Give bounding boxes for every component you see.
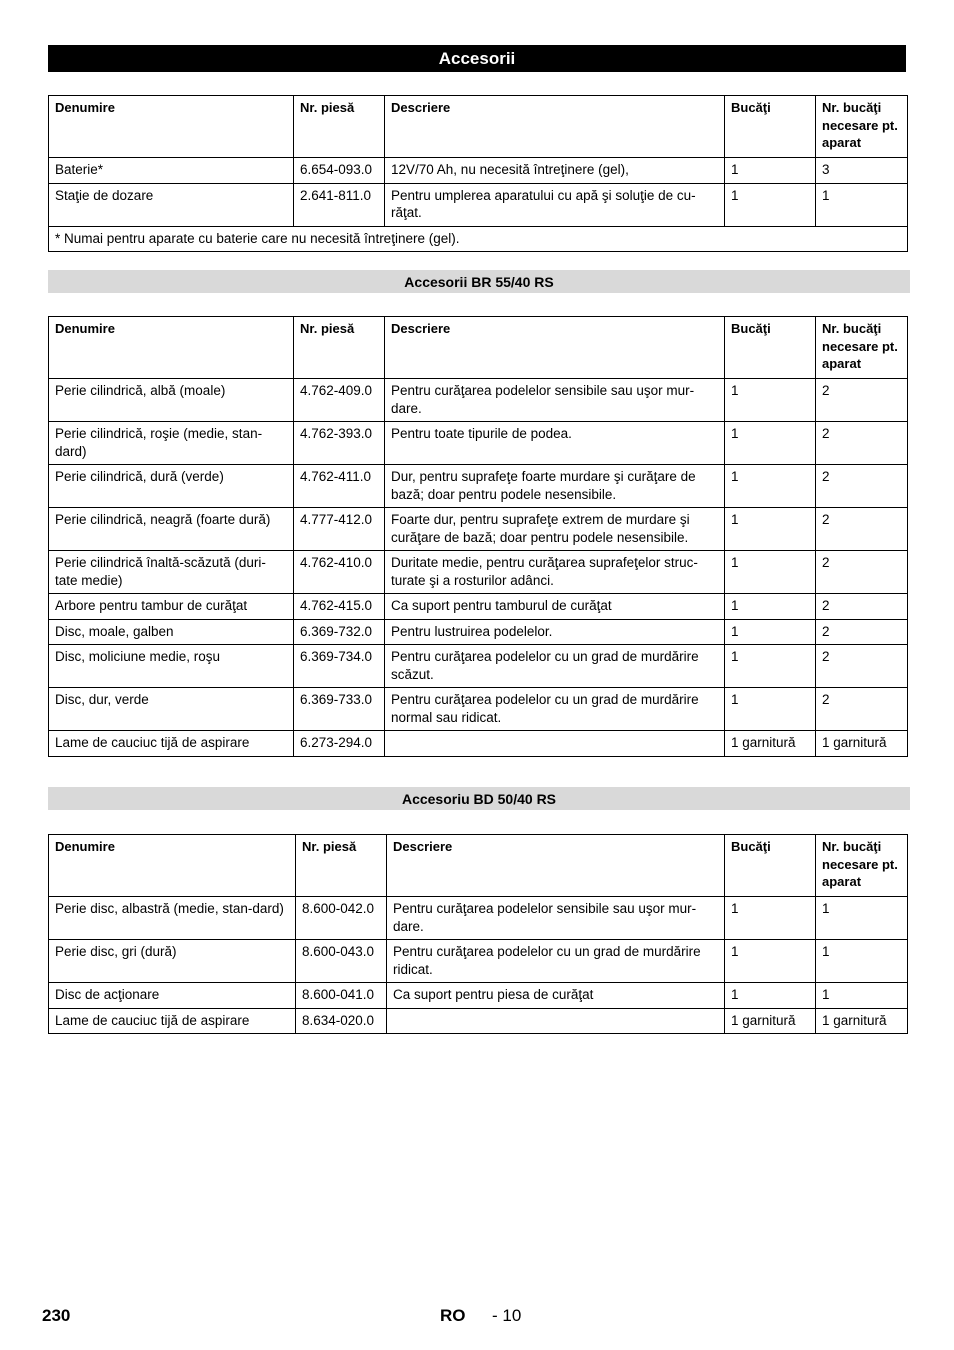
cell-req: 2 [816, 688, 908, 731]
cell-name: Disc, moliciune medie, roşu [49, 645, 294, 688]
cell-qty: 1 [725, 940, 816, 983]
cell-desc [385, 731, 725, 757]
table-row [49, 158, 908, 184]
cell-req: 1 [816, 897, 908, 940]
cell-name: Lame de cauciuc tijă de aspirare [49, 1008, 296, 1034]
cell-name: Disc, moale, galben [49, 619, 294, 645]
accessories-table [48, 95, 908, 252]
cell-name: Perie cilindrică, roşie (medie, stan-dard) [49, 422, 294, 465]
cell-name: Perie cilindrică, neagră (foarte dură) [49, 508, 294, 551]
cell-name: Perie disc, gri (dură) [49, 940, 296, 983]
cell-desc: Foarte dur, pentru suprafeţe extrem de murdare şi curăţare de bază; doar pentru podele nesensibile. [385, 508, 725, 551]
cell-qty: 1 [725, 897, 816, 940]
cell-req: 1 garnitură [816, 1008, 908, 1034]
section-title-br: Accesorii BR 55/40 RS [48, 270, 910, 293]
cell-part: 4.762-410.0 [294, 551, 385, 594]
cell-qty: 1 [725, 508, 816, 551]
table-row [49, 465, 908, 508]
cell-desc: Pentru curăţarea podelelor cu un grad de murdărire normal sau ridicat. [385, 688, 725, 731]
cell-req: 1 [816, 940, 908, 983]
col-header-desc: Descriere [387, 835, 725, 897]
cell-req: 2 [816, 594, 908, 620]
accessories-br-table [48, 316, 908, 757]
col-header-part: Nr. piesă [294, 317, 385, 379]
cell-qty: 1 [725, 551, 816, 594]
cell-req: 2 [816, 508, 908, 551]
cell-qty: 1 [725, 465, 816, 508]
cell-req: 2 [816, 465, 908, 508]
cell-qty: 1 [725, 422, 816, 465]
table-row [49, 731, 908, 757]
cell-name: Perie cilindrică înaltă-scăzută (duri-tate medie) [49, 551, 294, 594]
cell-part: 4.762-411.0 [294, 465, 385, 508]
cell-desc: Pentru curăţarea podelelor cu un grad de murdărire scăzut. [385, 645, 725, 688]
page-number: 230 [42, 1306, 71, 1325]
cell-req: 1 garnitură [816, 731, 908, 757]
cell-req: 2 [816, 379, 908, 422]
cell-name: Perie cilindrică, dură (verde) [49, 465, 294, 508]
table-row [49, 897, 908, 940]
col-header-part: Nr. piesă [296, 835, 387, 897]
cell-part: 8.600-042.0 [296, 897, 387, 940]
cell-part: 8.600-043.0 [296, 940, 387, 983]
cell-qty: 1 [725, 158, 816, 184]
cell-name: Baterie* [49, 158, 294, 184]
table-row [49, 508, 908, 551]
table-header-row [49, 317, 908, 379]
page-title: Accesorii [48, 45, 906, 72]
table-row [49, 183, 908, 226]
col-header-desc: Descriere [385, 96, 725, 158]
accessories-bd-table [48, 834, 908, 1034]
cell-name: Arbore pentru tambur de curăţat [49, 594, 294, 620]
cell-qty: 1 [725, 688, 816, 731]
table-row [49, 379, 908, 422]
language-code: RO [440, 1306, 466, 1325]
col-header-qty: Bucăţi [725, 96, 816, 158]
cell-qty: 1 garnitură [725, 731, 816, 757]
cell-req: 1 [816, 983, 908, 1009]
col-header-req: Nr. bucăţi necesare pt. aparat [816, 96, 908, 158]
cell-part: 8.634-020.0 [296, 1008, 387, 1034]
sub-page-number: - 10 [492, 1306, 522, 1325]
col-header-name: Denumire [49, 96, 294, 158]
cell-part: 4.777-412.0 [294, 508, 385, 551]
cell-qty: 1 [725, 594, 816, 620]
table-row [49, 1008, 908, 1034]
col-header-qty: Bucăţi [725, 835, 816, 897]
cell-qty: 1 [725, 379, 816, 422]
cell-name: Perie disc, albastră (medie, stan-dard) [49, 897, 296, 940]
cell-req: 2 [816, 551, 908, 594]
col-header-req: Nr. bucăţi necesare pt. aparat [816, 317, 908, 379]
cell-req: 2 [816, 619, 908, 645]
cell-name: Staţie de dozare [49, 183, 294, 226]
col-header-name: Denumire [49, 835, 296, 897]
table-row [49, 551, 908, 594]
cell-part: 2.641-811.0 [294, 183, 385, 226]
cell-part: 6.654-093.0 [294, 158, 385, 184]
cell-desc: Pentru umplerea aparatului cu apă şi soluţie de cu-răţat. [385, 183, 725, 226]
table-row [49, 983, 908, 1009]
cell-desc: Pentru lustruirea podelelor. [385, 619, 725, 645]
table-footnote: * Numai pentru aparate cu baterie care nu necesită întreţinere (gel). [49, 226, 908, 252]
cell-name: Perie cilindrică, albă (moale) [49, 379, 294, 422]
table-header-row [49, 835, 908, 897]
cell-desc: Pentru curăţarea podelelor sensibile sau uşor mur-dare. [387, 897, 725, 940]
cell-name: Lame de cauciuc tijă de aspirare [49, 731, 294, 757]
cell-part: 4.762-409.0 [294, 379, 385, 422]
cell-qty: 1 [725, 183, 816, 226]
table-row [49, 619, 908, 645]
cell-req: 3 [816, 158, 908, 184]
cell-desc [387, 1008, 725, 1034]
section-title-bd: Accesoriu BD 50/40 RS [48, 787, 910, 810]
table-row [49, 940, 908, 983]
cell-desc: Pentru curăţarea podelelor sensibile sau uşor mur-dare. [385, 379, 725, 422]
table-row [49, 594, 908, 620]
cell-desc: Duritate medie, pentru curăţarea suprafeţelor struc-turate şi a rosturilor adânci. [385, 551, 725, 594]
cell-part: 6.273-294.0 [294, 731, 385, 757]
cell-desc: Dur, pentru suprafeţe foarte murdare şi curăţare de bază; doar pentru podele nesensibile. [385, 465, 725, 508]
col-header-name: Denumire [49, 317, 294, 379]
cell-part: 4.762-393.0 [294, 422, 385, 465]
col-header-qty: Bucăţi [725, 317, 816, 379]
cell-qty: 1 garnitură [725, 1008, 816, 1034]
cell-part: 4.762-415.0 [294, 594, 385, 620]
cell-qty: 1 [725, 645, 816, 688]
cell-desc: 12V/70 Ah, nu necesită întreţinere (gel), [385, 158, 725, 184]
table-row [49, 645, 908, 688]
cell-req: 1 [816, 183, 908, 226]
cell-part: 8.600-041.0 [296, 983, 387, 1009]
col-header-req: Nr. bucăţi necesare pt. aparat [816, 835, 908, 897]
cell-req: 2 [816, 422, 908, 465]
cell-part: 6.369-733.0 [294, 688, 385, 731]
table-footnote-row [49, 226, 908, 252]
cell-name: Disc, dur, verde [49, 688, 294, 731]
cell-desc: Pentru curăţarea podelelor cu un grad de murdărire ridicat. [387, 940, 725, 983]
cell-name: Disc de acţionare [49, 983, 296, 1009]
cell-qty: 1 [725, 619, 816, 645]
table-row [49, 422, 908, 465]
cell-desc: Pentru toate tipurile de podea. [385, 422, 725, 465]
cell-desc: Ca suport pentru piesa de curăţat [387, 983, 725, 1009]
col-header-part: Nr. piesă [294, 96, 385, 158]
cell-qty: 1 [725, 983, 816, 1009]
table-header-row [49, 96, 908, 158]
table-row [49, 688, 908, 731]
col-header-desc: Descriere [385, 317, 725, 379]
cell-part: 6.369-734.0 [294, 645, 385, 688]
cell-req: 2 [816, 645, 908, 688]
cell-desc: Ca suport pentru tamburul de curăţat [385, 594, 725, 620]
cell-part: 6.369-732.0 [294, 619, 385, 645]
